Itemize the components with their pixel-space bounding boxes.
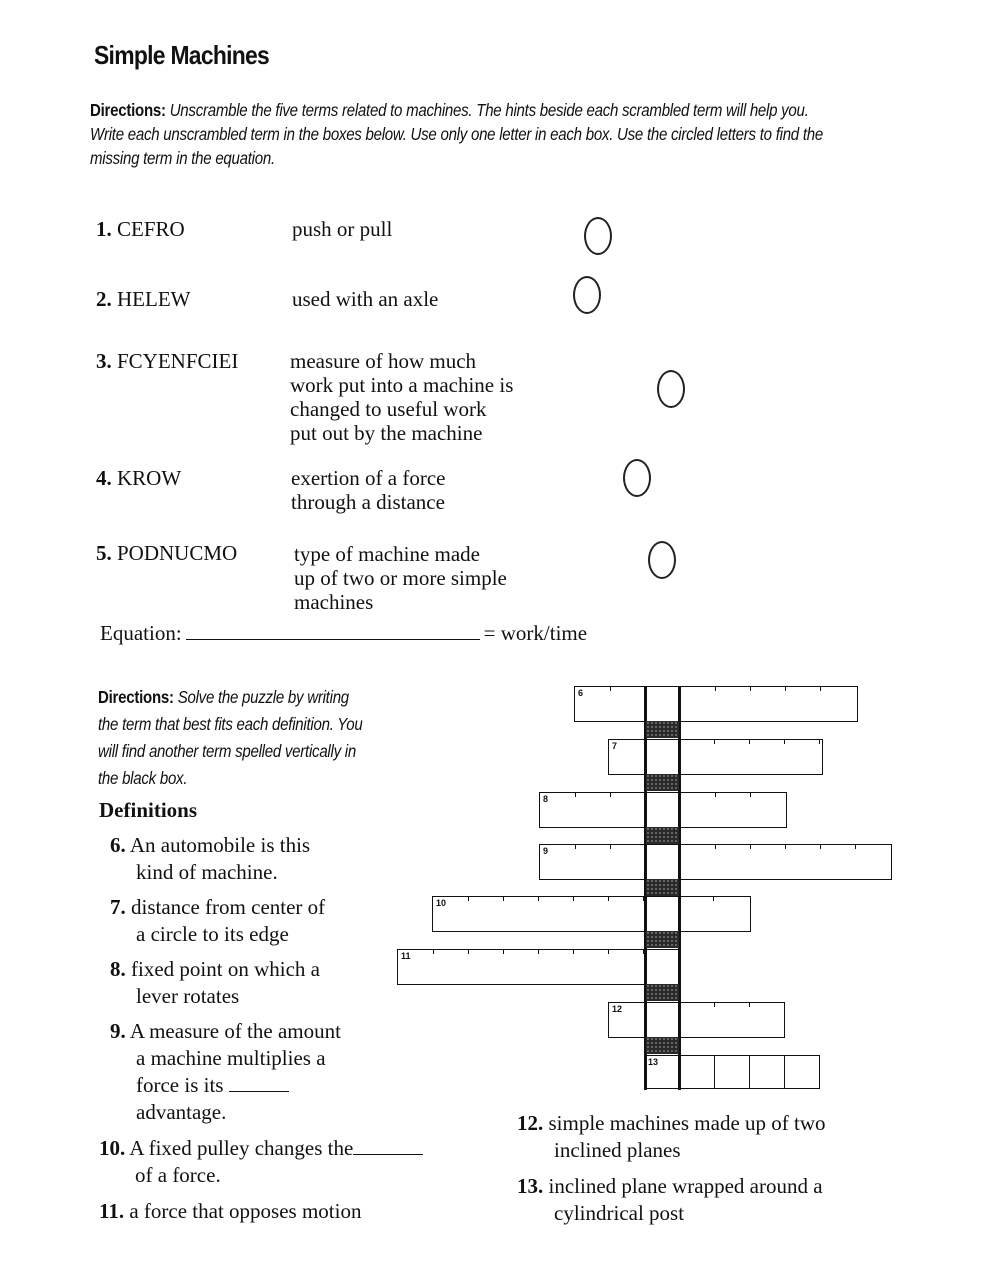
cell-divider (750, 793, 751, 797)
equation-blank[interactable] (186, 621, 480, 640)
definition-12: 12. simple machines made up of two inclined planes (517, 1111, 826, 1162)
cell-divider (715, 687, 716, 691)
clue-number: 10 (436, 898, 447, 908)
fill-blank[interactable] (353, 1138, 423, 1155)
directions-text-line: the term that best fits each definition. You (98, 714, 363, 734)
cell-divider (820, 687, 821, 691)
directions-text-line: Solve the puzzle by writing (177, 687, 349, 707)
scrambled-term-4: 4. KROW (96, 466, 182, 490)
equation-label: Equation: (100, 621, 182, 645)
cell-divider (714, 1003, 715, 1007)
cell-divider (538, 950, 539, 954)
clue-number: 9 (543, 846, 549, 856)
cell-divider (608, 897, 609, 901)
shaded-cell (646, 879, 679, 896)
cell-divider (749, 740, 750, 744)
cell-divider (784, 740, 785, 744)
cell-divider (819, 740, 820, 744)
cell-divider (820, 845, 821, 849)
cell-divider (468, 950, 469, 954)
crossword-row-6[interactable] (574, 686, 858, 722)
hint-3: measure of how much work put into a machine is changed to useful work put out by the machine (290, 349, 514, 445)
cell-divider (715, 793, 716, 797)
crossword-cell[interactable] (749, 1055, 785, 1089)
hint-5: type of machine made up of two or more simple machines (294, 542, 507, 614)
hint-1: push or pull (292, 217, 393, 241)
shaded-cell (646, 721, 679, 738)
answer-circle-3[interactable] (657, 370, 685, 408)
cell-divider (503, 897, 504, 901)
shaded-cell (646, 827, 679, 844)
definition-7: 7. distance from center of a circle to its edge (110, 895, 326, 946)
cell-divider (575, 845, 576, 849)
directions-puzzle (98, 684, 428, 792)
crossword-row-12[interactable] (608, 1002, 785, 1038)
cell-divider (610, 845, 611, 849)
definition-10: 10. A fixed pulley changes the of a force. (99, 1135, 423, 1189)
cell-divider (715, 845, 716, 849)
hint-2: used with an axle (292, 287, 439, 311)
cell-divider (610, 687, 611, 691)
directions-label: Directions: (90, 100, 166, 120)
definition-6: 6. An automobile is this kind of machine. (110, 833, 311, 884)
cell-divider (750, 687, 751, 691)
crossword-cell[interactable] (714, 1055, 750, 1089)
cell-divider (610, 793, 611, 797)
equation (100, 621, 587, 645)
scrambled-term-2: 2. HELEW (96, 287, 191, 311)
cell-divider (503, 950, 504, 954)
scrambled-term-5: 5. PODNUCMO (96, 541, 238, 565)
shaded-cell (646, 1037, 679, 1054)
cell-divider (433, 950, 434, 954)
answer-circle-2[interactable] (573, 276, 601, 314)
crossword-cell[interactable] (784, 1055, 820, 1089)
equation-rhs: = work/time (483, 621, 588, 645)
cell-divider (538, 897, 539, 901)
cell-divider (785, 845, 786, 849)
clue-number: 11 (401, 951, 411, 961)
cell-divider (573, 950, 574, 954)
cell-divider (713, 897, 714, 901)
definition-9: 9. A measure of the amount a machine multiplies a force is its advantage. (110, 1019, 341, 1124)
shaded-cell (646, 984, 679, 1001)
directions-text-line: Write each unscrambled term in the boxes below. Use only one letter in each box. Use the circled letters to find the (90, 124, 824, 144)
directions-unscramble (90, 98, 990, 170)
directions-text-line: Unscramble the five terms related to machines. The hints beside each scrambled term will help you. (169, 100, 809, 120)
cell-divider (714, 740, 715, 744)
answer-circle-5[interactable] (648, 541, 676, 579)
fill-blank[interactable] (229, 1075, 289, 1092)
cell-divider (575, 793, 576, 797)
cell-divider (749, 1003, 750, 1007)
cell-divider (468, 897, 469, 901)
crossword-row-10[interactable] (432, 896, 751, 932)
cell-divider (573, 897, 574, 901)
directions-text-line: will find another term spelled vertically in (98, 741, 356, 761)
cell-divider (750, 845, 751, 849)
definition-8: 8. fixed point on which a lever rotates (110, 957, 320, 1008)
hint-4: exertion of a force through a distance (291, 466, 446, 514)
definition-11: 11. a force that opposes motion (99, 1199, 362, 1223)
answer-circle-4[interactable] (623, 459, 651, 497)
scrambled-term-3: 3. FCYENFCIEI (96, 349, 239, 373)
directions-text-line: the black box. (98, 768, 188, 788)
crossword-row-9[interactable] (539, 844, 892, 880)
crossword-row-7[interactable] (608, 739, 823, 775)
clue-number: 7 (612, 741, 618, 751)
directions-label: Directions: (98, 687, 174, 707)
page-title: Simple Machines (94, 40, 270, 70)
clue-number: 8 (543, 794, 549, 804)
cell-divider (785, 687, 786, 691)
clue-number: 13 (648, 1057, 659, 1067)
crossword-row-11[interactable] (397, 949, 681, 985)
directions-text-line: missing term in the equation. (90, 148, 275, 168)
answer-circle-1[interactable] (584, 217, 612, 255)
definitions-heading: Definitions (99, 798, 198, 822)
definition-13: 13. inclined plane wrapped around a cylindrical post (517, 1174, 823, 1225)
clue-number: 12 (612, 1004, 623, 1014)
shaded-cell (646, 774, 679, 791)
clue-number: 6 (578, 688, 584, 698)
cell-divider (855, 845, 856, 849)
crossword-cell[interactable] (679, 1055, 715, 1089)
cell-divider (608, 950, 609, 954)
scrambled-term-1: 1. CEFRO (96, 217, 185, 241)
shaded-cell (646, 931, 679, 948)
